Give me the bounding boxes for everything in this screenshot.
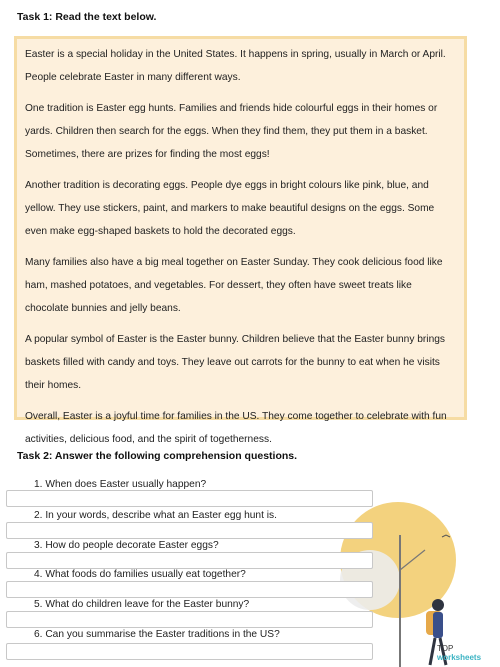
passage-paragraph: Many families also have a big meal together on Easter Sunday. They cook delicious food like ham, mashed potatoes, and vegetables. For dessert, they often have sweet treats like chocolate bunnies and jelly beans. [25, 257, 443, 314]
answer-field-2[interactable] [6, 522, 373, 539]
reading-passage-box [14, 36, 467, 445]
question-3: 3. How do people decorate Easter eggs? [34, 540, 219, 551]
question-4: 4. What foods do families usually eat together? [34, 569, 246, 580]
passage-paragraph: Easter is a special holiday in the United States. It happens in spring, usually in March or April. People celebrate Easter in many different ways. [25, 49, 446, 83]
answer-field-1[interactable] [6, 490, 373, 507]
brand-logo [437, 644, 481, 662]
question-1: 1. When does Easter usually happen? [34, 479, 207, 490]
answer-field-3[interactable] [6, 552, 373, 569]
question-2: 2. In your words, describe what an Easter egg hunt is. [34, 510, 277, 521]
passage-paragraph: One tradition is Easter egg hunts. Families and friends hide colourful eggs in their homes or yards. Children then search for the eggs. When they find them, they put them in a basket. Sometimes, there are prizes for finding the most eggs! [25, 103, 438, 160]
passage-paragraph: A popular symbol of Easter is the Easter bunny. Children believe that the Easter bunny brings baskets filled with candy and toys. They leave out carrots for the bunny to eat when he visits their homes. [25, 334, 445, 391]
woman-leg [430, 638, 435, 665]
brand-line-2: worksheets [437, 653, 482, 662]
answer-field-6[interactable] [6, 643, 373, 660]
question-5: 5. What do children leave for the Easter bunny? [34, 599, 250, 610]
passage-paragraph: Another tradition is decorating eggs. People dye eggs in bright colours like pink, blue, and yellow. They use stickers, paint, and markers to make beautiful designs on the eggs. Some even make egg-shaped baskets to hold the decorated eggs. [25, 180, 435, 237]
task1-heading: Task 1: Read the text below. [17, 11, 157, 23]
brand-line-1: TOP [437, 644, 454, 653]
task2-heading: Task 2: Answer the following comprehension questions. [17, 450, 298, 462]
question-6: 6. Can you summarise the Easter traditions in the US? [34, 629, 280, 640]
answer-field-4[interactable] [6, 581, 373, 598]
passage-paragraph: Overall, Easter is a joyful time for families in the US. They come together to celebrate with fun activities, delicious food, and the spirit of togetherness. [25, 411, 447, 445]
woman-head [432, 599, 444, 611]
woman-body [433, 612, 443, 638]
answer-field-5[interactable] [6, 611, 373, 628]
